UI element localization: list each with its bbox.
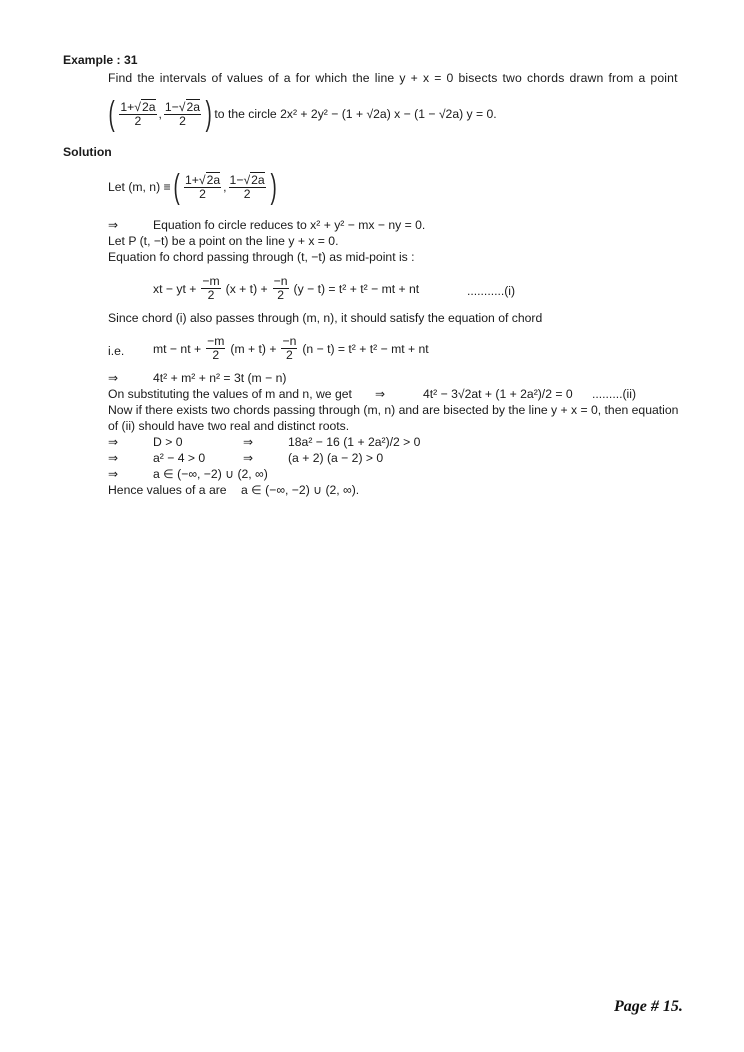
- implies-icon: ⇒: [243, 435, 254, 449]
- eq-part: (n − t) = t² + t² − mt + nt: [302, 341, 429, 356]
- substituting-text: On substituting the values of m and n, we get: [108, 387, 352, 401]
- page-number: Page # 15.: [614, 998, 683, 1015]
- equation-label-ii: .........(ii): [592, 387, 637, 401]
- conclusion-label: Hence values of a are: [108, 483, 227, 497]
- fraction-x-coord: [119, 101, 156, 128]
- numerator: −n: [273, 274, 288, 288]
- equation-ie: [153, 335, 429, 362]
- question-text-line1: Find the intervals of values of a for which the line y + x = 0 bisects two chords drawn from a point: [108, 71, 678, 85]
- fraction-n: [229, 174, 266, 201]
- numerator-text: 1+: [184, 172, 199, 187]
- step1-right: 18a² − 16 (1 + 2a²)/2 > 0: [288, 435, 421, 449]
- implies-icon: ⇒: [108, 451, 119, 465]
- eq-part: xt − yt +: [153, 281, 197, 296]
- step2-right: (a + 2) (a − 2) > 0: [288, 451, 384, 465]
- fraction-neg-n: [273, 275, 289, 302]
- eq-part: mt − nt +: [153, 341, 202, 356]
- question-point-expression: [106, 97, 497, 131]
- equation-i: [153, 275, 419, 302]
- denominator: 2: [286, 348, 293, 362]
- numerator: −m: [202, 274, 220, 288]
- eq-part: (m + t) +: [230, 341, 277, 356]
- denominator: 2: [243, 186, 251, 201]
- step2-left: a² − 4 > 0: [153, 451, 206, 465]
- numerator: −m: [207, 334, 225, 348]
- radicand: 2a: [251, 172, 265, 187]
- conclusion-value: a ∈ (−∞, −2) ∪ (2, ∞).: [241, 483, 360, 497]
- fraction-m: [184, 174, 221, 201]
- denominator: 2: [199, 186, 206, 201]
- sqrt-icon: √2a: [134, 99, 156, 114]
- equation-3: 4t² + m² + n² = 3t (m − n): [153, 371, 287, 385]
- since-chord-text: Since chord (i) also passes through (m, n), it should satisfy the equation of chord: [108, 311, 543, 325]
- implies-icon: ⇒: [108, 467, 119, 481]
- denominator: 2: [212, 348, 220, 362]
- fraction-neg-n: [281, 335, 297, 362]
- sqrt-icon: √2a: [243, 172, 265, 187]
- radicand: 2a: [206, 172, 221, 187]
- example-heading: Example : 31: [63, 53, 138, 67]
- denominator: 2: [134, 113, 142, 128]
- equation-ii: 4t² − 3√2at + (1 + 2a²)/2 = 0: [423, 387, 573, 401]
- radicand: 2a: [186, 99, 201, 114]
- circle-reduction-text: Equation fo circle reduces to x² + y² − mx − ny = 0.: [153, 218, 426, 232]
- step3: a ∈ (−∞, −2) ∪ (2, ∞): [153, 467, 268, 481]
- let-mn-expression: [108, 170, 279, 204]
- radicand: 2a: [141, 99, 156, 114]
- numerator-text: 1−: [164, 99, 179, 114]
- sqrt-icon: √2a: [198, 172, 221, 187]
- numerator-text: 1+: [120, 99, 135, 114]
- right-paren: ): [205, 95, 212, 133]
- denominator: 2: [207, 288, 215, 302]
- implies-icon: ⇒: [108, 435, 119, 449]
- sqrt-icon: √2a: [178, 99, 201, 114]
- let-label: Let (m, n) ≡: [108, 180, 171, 194]
- implies-icon: ⇒: [243, 451, 254, 465]
- step1-left: D > 0: [153, 435, 183, 449]
- denominator: 2: [277, 288, 284, 302]
- left-paren: (: [173, 168, 180, 206]
- fraction-neg-m: [206, 335, 225, 362]
- implies-icon: ⇒: [108, 218, 119, 232]
- solution-heading: Solution: [63, 145, 112, 159]
- right-paren: ): [270, 168, 277, 206]
- fraction-y-coord: [164, 101, 201, 128]
- equation-label-i: ...........(i): [467, 284, 516, 298]
- denominator: 2: [179, 113, 186, 128]
- numerator-text: 1−: [229, 172, 244, 187]
- comma: ,: [223, 180, 227, 194]
- point-p-text: Let P (t, −t) be a point on the line y + x = 0.: [108, 234, 339, 248]
- chord-intro-text: Equation fo chord passing through (t, −t) as mid-point is :: [108, 250, 415, 264]
- left-paren: (: [108, 95, 115, 133]
- now-text-line1: Now if there exists two chords passing through (m, n) and are bisected by the line y + x = 0, then equation: [108, 403, 679, 417]
- comma: ,: [158, 107, 162, 121]
- numerator: −n: [282, 334, 297, 348]
- question-text-line2: to the circle 2x² + 2y² − (1 + √2a) x − (1 − √2a) y = 0.: [214, 107, 497, 121]
- eq-part: (x + t) +: [225, 281, 268, 296]
- ie-label: i.e.: [108, 344, 125, 358]
- fraction-neg-m: [201, 275, 220, 302]
- implies-icon: ⇒: [108, 371, 119, 385]
- eq-part: (y − t) = t² + t² − mt + nt: [293, 281, 420, 296]
- now-text-line2: of (ii) should have two real and distinct roots.: [108, 419, 350, 433]
- implies-icon: ⇒: [375, 387, 386, 401]
